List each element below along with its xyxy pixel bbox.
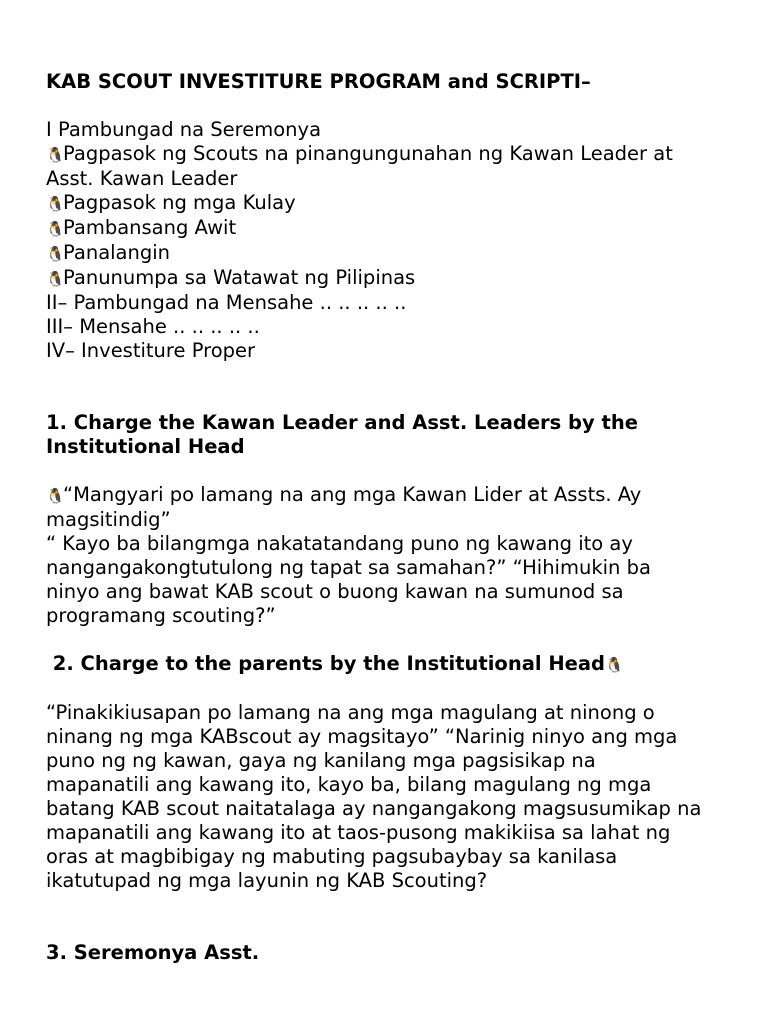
document-title: KAB SCOUT INVESTITURE PROGRAM and SCRIPTI– <box>46 70 591 93</box>
charge1-heading: 1. Charge the Kawan Leader and Asst. Leaders by the <box>46 411 638 434</box>
paragraph-line: programang scouting?” <box>46 604 276 627</box>
paragraph-line: nangangakongtutulong ng tapat sa samahan?” “Hihimukin ba <box>46 556 651 579</box>
paragraph-line: puno ng ng kawan, gaya ng kanilang mga pagsisikap na <box>46 749 596 772</box>
paragraph-line: mapanatili ang kawang ito at taos-pusong makikiisa sa lahat ng <box>46 821 671 844</box>
penguin-icon: 🐧 <box>605 656 624 674</box>
list-item-continuation: Asst. Kawan Leader <box>46 167 238 190</box>
paragraph-line: ikatutupad ng mga layunin ng KAB Scouting? <box>46 869 488 892</box>
paragraph-line: mapanatili ang kawang ito, kayo ba, bilang magulang ng mga <box>46 773 652 796</box>
penguin-icon: 🐧 <box>46 146 65 164</box>
outline-item: IV– Investiture Proper <box>46 339 256 362</box>
penguin-icon: 🐧 <box>46 270 65 288</box>
spacer <box>46 628 736 652</box>
paragraph-line: magsitindig” <box>46 508 171 531</box>
list-item-text: Pambansang Awit <box>63 216 237 239</box>
list-item-text: Panalangin <box>63 241 171 264</box>
penguin-icon: 🐧 <box>46 487 65 505</box>
penguin-icon: 🐧 <box>46 220 65 238</box>
outline-item: III– Mensahe .. .. .. .. .. <box>46 315 260 338</box>
list-item-text: Panunumpa sa Watawat ng Pilipinas <box>63 266 416 289</box>
list-item <box>46 241 736 266</box>
paragraph-line: “Pinakikiusapan po lamang na ang mga magulang at ninong o <box>46 701 655 724</box>
document-page <box>46 70 736 965</box>
paragraph-line: ninyo ang bawat KAB scout o buong kawan na sumunod sa <box>46 580 624 603</box>
paragraph-text: “Mangyari po lamang na ang mga Kawan Lider at Assts. Ay <box>63 483 642 506</box>
paragraph-line: batang KAB scout naitatalaga ay nangangakong magsusumikap na <box>46 797 702 820</box>
list-item <box>46 266 736 291</box>
penguin-icon: 🐧 <box>46 195 65 213</box>
list-item <box>46 216 736 241</box>
paragraph-line: “ Kayo ba bilangmga nakatatandang puno ng kawang ito ay <box>46 532 633 555</box>
charge2-heading-text: 2. Charge to the parents by the Institutional Head <box>46 652 605 675</box>
spacer <box>46 363 736 411</box>
list-item <box>46 142 736 167</box>
paragraph-line: oras at magbibigay ng mabuting pagsubaybay sa kanilasa <box>46 845 618 868</box>
penguin-icon: 🐧 <box>46 245 65 263</box>
spacer <box>46 459 736 483</box>
list-item-text: Pagpasok ng mga Kulay <box>63 191 296 214</box>
charge1-heading-continuation: Institutional Head <box>46 435 245 458</box>
spacer <box>46 677 736 701</box>
spacer <box>46 893 736 941</box>
charge2-heading <box>46 652 736 677</box>
spacer <box>46 94 736 118</box>
section3-heading: 3. Seremonya Asst. <box>46 941 260 964</box>
paragraph-line <box>46 483 736 508</box>
list-item <box>46 191 736 216</box>
section-heading: I Pambungad na Seremonya <box>46 118 322 141</box>
list-item-text: Pagpasok ng Scouts na pinangungunahan ng Kawan Leader at <box>63 142 673 165</box>
outline-item: II– Pambungad na Mensahe .. .. .. .. .. <box>46 291 407 314</box>
paragraph-line: ninang ng mga KABscout ay magsitayo” “Narinig ninyo ang mga <box>46 725 678 748</box>
